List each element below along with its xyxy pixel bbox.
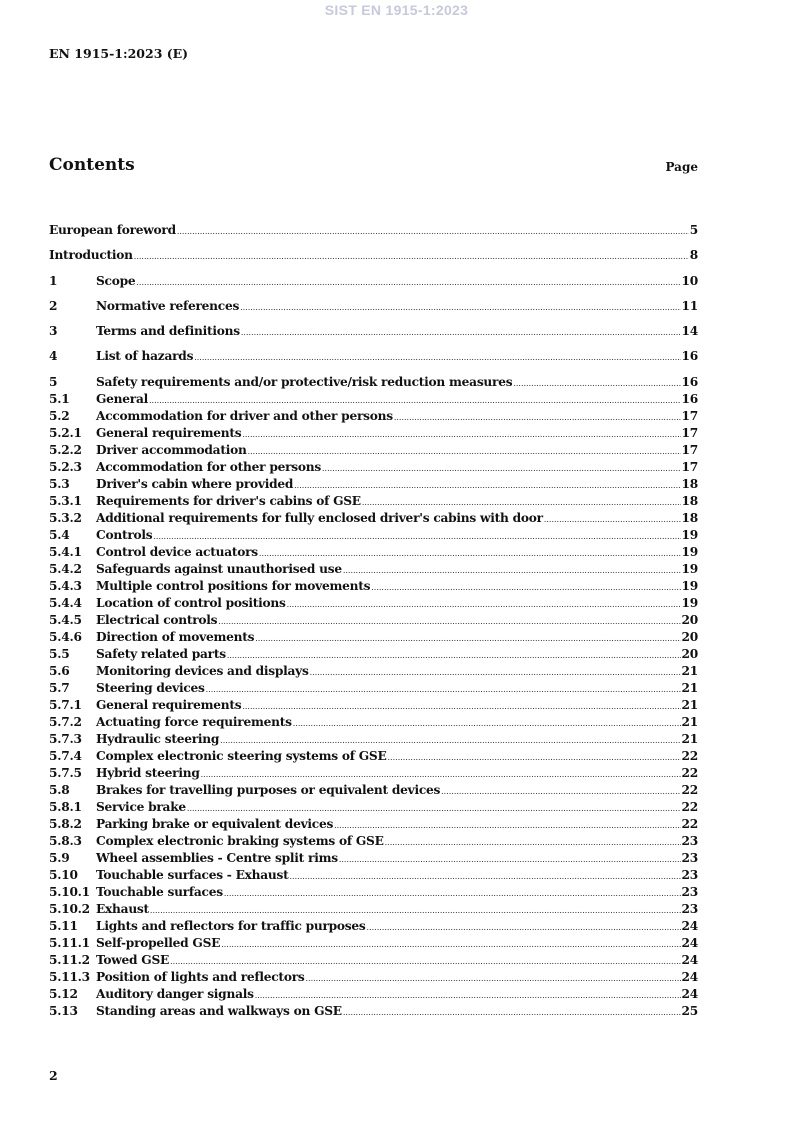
toc-entry-number: 5.8.3 (49, 833, 82, 848)
toc-entry[interactable] (49, 544, 698, 561)
toc-dot-leader (187, 800, 681, 817)
toc-entry-number: 5.10 (49, 867, 78, 882)
toc-entry[interactable] (49, 714, 698, 731)
contents-heading: Contents (49, 155, 135, 175)
toc-entry-number: 5.2.1 (49, 425, 82, 440)
toc-entry-title: Control device actuators (96, 544, 258, 559)
toc-entry-title: Additional requirements for fully enclosed driver's cabins with door (96, 510, 543, 525)
toc-entry-page: 20 (681, 646, 698, 661)
toc-entry-page: 21 (681, 714, 698, 729)
toc-entry[interactable] (49, 222, 698, 239)
toc-entry[interactable] (49, 969, 698, 986)
toc-entry-title: Actuating force requirements (96, 714, 292, 729)
toc-entry-number: 5.11.1 (49, 935, 90, 950)
toc-entry[interactable] (49, 476, 698, 493)
toc-entry-number: 5.6 (49, 663, 70, 678)
toc-entry-title: Controls (96, 527, 153, 542)
toc-entry[interactable] (49, 748, 698, 765)
toc-dot-leader (310, 664, 681, 681)
toc-dot-leader (136, 274, 680, 291)
toc-dot-leader (513, 375, 680, 392)
toc-dot-leader (134, 248, 689, 265)
toc-dot-leader (221, 936, 680, 953)
toc-entry[interactable] (49, 408, 698, 425)
toc-entry-title: Parking brake or equivalent devices (96, 816, 334, 831)
toc-dot-leader (248, 443, 681, 460)
toc-entry-title: Accommodation for other persons (96, 459, 321, 474)
toc-entry-number: 5.3.2 (49, 510, 82, 525)
toc-entry-title: Multiple control positions for movements (96, 578, 371, 593)
toc-entry-title: Standing areas and walkways on GSE (96, 1003, 342, 1018)
toc-entry-title: Exhaust (96, 901, 149, 916)
toc-entry-title: Hybrid steering (96, 765, 200, 780)
toc-entry-number: 5.9 (49, 850, 70, 865)
toc-entry-page: 20 (681, 629, 698, 644)
toc-entry[interactable] (49, 612, 698, 629)
toc-entry-number: 5.2.3 (49, 459, 82, 474)
toc-entry[interactable] (49, 680, 698, 697)
toc-entry-page: 23 (681, 884, 698, 899)
toc-dot-leader (362, 494, 681, 511)
toc-entry[interactable] (49, 561, 698, 578)
toc-entry-page: 19 (681, 578, 698, 593)
toc-entry-number: 4 (49, 349, 58, 364)
toc-entry-number: 5.5 (49, 646, 70, 661)
toc-entry-page: 23 (681, 850, 698, 865)
toc-entry-number: 5.8.1 (49, 799, 82, 814)
toc-entry-number: 5.2.2 (49, 442, 82, 457)
toc-dot-leader (170, 953, 680, 970)
toc-entry-title: Position of lights and reflectors (96, 969, 305, 984)
toc-entry-number: 5 (49, 374, 58, 389)
toc-entry-number: 5.2 (49, 408, 70, 423)
toc-entry[interactable] (49, 374, 698, 391)
toc-entry[interactable] (49, 782, 698, 799)
toc-dot-leader (194, 349, 680, 366)
toc-entry[interactable] (49, 816, 698, 833)
toc-dot-leader (287, 596, 681, 613)
toc-entry-title: Safeguards against unauthorised use (96, 561, 342, 576)
toc-entry-title: Monitoring devices and displays (96, 663, 309, 678)
toc-dot-leader (334, 817, 680, 834)
toc-entry-title: General requirements (96, 697, 242, 712)
toc-entry[interactable] (49, 1003, 698, 1020)
page-column-label: Page (665, 160, 698, 174)
toc-dot-leader (149, 392, 681, 409)
toc-entry-page: 14 (681, 324, 698, 339)
toc-entry-number: 5.3 (49, 476, 70, 491)
toc-entry-page: 17 (681, 408, 698, 423)
toc-entry-number: 5.10.1 (49, 884, 90, 899)
toc-entry-number: 5.1 (49, 391, 70, 406)
toc-entry-page: 21 (681, 731, 698, 746)
toc-entry-page: 22 (681, 782, 698, 797)
toc-dot-leader (394, 409, 681, 426)
toc-entry-title: Wheel assemblies - Centre split rims (96, 850, 338, 865)
toc-entry-number: 5.4.5 (49, 612, 82, 627)
toc-entry-page: 17 (681, 425, 698, 440)
toc-entry-number: 5.7.1 (49, 697, 82, 712)
toc-entry-page: 24 (681, 986, 698, 1001)
toc-entry-page: 23 (681, 867, 698, 882)
toc-entry-number: 5.4.2 (49, 561, 82, 576)
toc-entry[interactable] (49, 918, 698, 935)
toc-entry-page: 22 (681, 748, 698, 763)
toc-dot-leader (218, 613, 680, 630)
toc-entry-title: General (96, 391, 148, 406)
toc-entry-title: Introduction (49, 248, 133, 263)
toc-entry-page: 18 (681, 476, 698, 491)
toc-entry-page: 24 (681, 952, 698, 967)
toc-dot-leader (255, 987, 681, 1004)
toc-entry-page: 23 (681, 901, 698, 916)
toc-dot-leader (371, 579, 680, 596)
toc-dot-leader (367, 919, 681, 936)
toc-entry-page: 21 (681, 680, 698, 695)
toc-entry-page: 8 (689, 248, 698, 263)
toc-entry-title: General requirements (96, 425, 242, 440)
toc-entry-title: European foreword (49, 223, 176, 237)
toc-entry-number: 5.8 (49, 782, 70, 797)
toc-entry[interactable] (49, 833, 698, 850)
toc-entry-page: 19 (681, 544, 698, 559)
toc-entry-page: 24 (681, 935, 698, 950)
toc-entry-number: 2 (49, 298, 58, 313)
toc-dot-leader (343, 562, 681, 579)
toc-dot-leader (242, 698, 680, 715)
toc-dot-leader (441, 783, 680, 800)
toc-entry-number: 5.7.3 (49, 731, 82, 746)
toc-entry-title: Complex electronic braking systems of GSE (96, 833, 384, 848)
toc-entry-number: 5.3.1 (49, 493, 82, 508)
toc-entry-page: 16 (681, 374, 698, 389)
toc-entry-page: 5 (689, 223, 698, 237)
toc-dot-leader (544, 511, 681, 528)
toc-entry[interactable] (49, 348, 698, 365)
toc-dot-leader (343, 1004, 681, 1021)
toc-entry-page: 19 (681, 561, 698, 576)
toc-entry-title: Scope (96, 273, 136, 288)
toc-entry-page: 24 (681, 918, 698, 933)
toc-entry-title: Brakes for travelling purposes or equivalent devices (96, 782, 441, 797)
toc-entry[interactable] (49, 459, 698, 476)
toc-entry-page: 22 (681, 816, 698, 831)
toc-dot-leader (206, 681, 681, 698)
toc-dot-leader (294, 477, 680, 494)
toc-entry-number: 5.7.5 (49, 765, 82, 780)
toc-entry-title: Driver's cabin where provided (96, 476, 294, 491)
toc-entry-title: Steering devices (96, 680, 205, 695)
toc-dot-leader (322, 460, 681, 477)
toc-entry-number: 5.4.4 (49, 595, 82, 610)
toc-entry-number: 5.7.4 (49, 748, 82, 763)
watermark: SIST EN 1915-1:2023 (324, 2, 469, 18)
toc-dot-leader (241, 324, 681, 341)
toc-entry[interactable] (49, 527, 698, 544)
toc-entry-title: Complex electronic steering systems of GSE (96, 748, 387, 763)
toc-entry-number: 5.11.2 (49, 952, 90, 967)
toc-entry-title: Electrical controls (96, 612, 218, 627)
toc-entry-page: 10 (681, 273, 698, 288)
toc-dot-leader (242, 426, 680, 443)
toc-entry[interactable] (49, 697, 698, 714)
toc-entry-page: 20 (681, 612, 698, 627)
toc-entry[interactable] (49, 323, 698, 340)
toc-entry-number: 5.7 (49, 680, 70, 695)
toc-entry[interactable] (49, 867, 698, 884)
toc-entry-title: Touchable surfaces (96, 884, 223, 899)
toc-entry-number: 5.4.1 (49, 544, 82, 559)
toc-entry[interactable] (49, 850, 698, 867)
toc-dot-leader (240, 299, 680, 316)
toc-dot-leader (385, 834, 681, 851)
toc-entry-number: 5.11 (49, 918, 78, 933)
toc-entry-page: 16 (681, 349, 698, 364)
toc-dot-leader (255, 630, 680, 647)
toc-entry[interactable] (49, 493, 698, 510)
toc-entry-title: Touchable surfaces - Exhaust (96, 867, 289, 882)
toc-entry[interactable] (49, 510, 698, 527)
toc-dot-leader (339, 851, 681, 868)
toc-entry[interactable] (49, 986, 698, 1003)
toc-entry-page: 21 (681, 697, 698, 712)
toc-entry-page: 22 (681, 799, 698, 814)
toc-entry-page: 18 (681, 493, 698, 508)
toc-entry[interactable] (49, 884, 698, 901)
toc-dot-leader (259, 545, 681, 562)
toc-entry-number: 5.4.3 (49, 578, 82, 593)
toc-entry[interactable] (49, 952, 698, 969)
toc-dot-leader (177, 223, 689, 240)
toc-entry-title: Normative references (96, 298, 240, 313)
toc-entry[interactable] (49, 663, 698, 680)
toc-entry-title: List of hazards (96, 349, 194, 364)
toc-entry-title: Hydraulic steering (96, 731, 220, 746)
toc-entry[interactable] (49, 765, 698, 782)
toc-entry-number: 5.4.6 (49, 629, 82, 644)
toc-entry[interactable] (49, 935, 698, 952)
toc-dot-leader (388, 749, 681, 766)
toc-entry-page: 22 (681, 765, 698, 780)
toc-entry-title: Auditory danger signals (96, 986, 254, 1001)
toc-dot-leader (150, 902, 681, 919)
toc-entry[interactable] (49, 425, 698, 442)
toc-entry-page: 24 (681, 969, 698, 984)
toc-entry[interactable] (49, 901, 698, 918)
toc-entry-title: Driver accommodation (96, 442, 247, 457)
toc-entry-number: 3 (49, 324, 58, 339)
toc-entry[interactable] (49, 247, 698, 264)
toc-entry[interactable] (49, 799, 698, 816)
toc-dot-leader (305, 970, 680, 987)
toc-entry-number: 5.13 (49, 1003, 78, 1018)
toc-entry-title: Service brake (96, 799, 186, 814)
toc-entry[interactable] (49, 731, 698, 748)
toc-entry-number: 5.11.3 (49, 969, 90, 984)
toc-entry[interactable] (49, 578, 698, 595)
toc-entry-page: 23 (681, 833, 698, 848)
toc-entry-title: Direction of movements (96, 629, 255, 644)
toc-entry[interactable] (49, 442, 698, 459)
toc-entry-page: 11 (681, 298, 698, 313)
toc-entry-title: Safety requirements and/or protective/risk reduction measures (96, 374, 513, 389)
toc-entry[interactable] (49, 646, 698, 663)
toc-entry[interactable] (49, 629, 698, 646)
toc-entry[interactable] (49, 391, 698, 408)
toc-dot-leader (224, 885, 681, 902)
toc-entry-number: 5.8.2 (49, 816, 82, 831)
toc-entry-title: Accommodation for driver and other persons (96, 408, 393, 423)
toc-entry-title: Self-propelled GSE (96, 935, 221, 950)
toc-entry-title: Towed GSE (96, 952, 170, 967)
toc-entry-number: 5.4 (49, 527, 70, 542)
toc-entry-title: Location of control positions (96, 595, 286, 610)
toc-entry[interactable] (49, 273, 698, 290)
toc-entry-page: 19 (681, 527, 698, 542)
toc-entry-title: Requirements for driver's cabins of GSE (96, 493, 361, 508)
toc-entry-number: 1 (49, 273, 58, 288)
toc-dot-leader (153, 528, 680, 545)
page-number: 2 (49, 1068, 58, 1083)
toc-entry-title: Lights and reflectors for traffic purposes (96, 918, 366, 933)
toc-entry-number: 5.12 (49, 986, 78, 1001)
toc-dot-leader (227, 647, 681, 664)
toc-entry-number: 5.7.2 (49, 714, 82, 729)
toc-entry-page: 17 (681, 459, 698, 474)
toc-entry-title: Terms and definitions (96, 324, 240, 339)
toc-entry[interactable] (49, 595, 698, 612)
toc-entry-title: Safety related parts (96, 646, 226, 661)
toc-entry-page: 21 (681, 663, 698, 678)
table-of-contents (49, 222, 698, 1020)
toc-entry-page: 25 (681, 1003, 698, 1018)
toc-entry-page: 16 (681, 391, 698, 406)
toc-entry[interactable] (49, 298, 698, 315)
toc-dot-leader (290, 868, 681, 885)
toc-entry-page: 19 (681, 595, 698, 610)
toc-entry-number: 5.10.2 (49, 901, 90, 916)
toc-dot-leader (293, 715, 681, 732)
document-id-header: EN 1915-1:2023 (E) (49, 46, 189, 61)
toc-dot-leader (201, 766, 681, 783)
toc-dot-leader (220, 732, 680, 749)
toc-entry-page: 18 (681, 510, 698, 525)
toc-entry-page: 17 (681, 442, 698, 457)
